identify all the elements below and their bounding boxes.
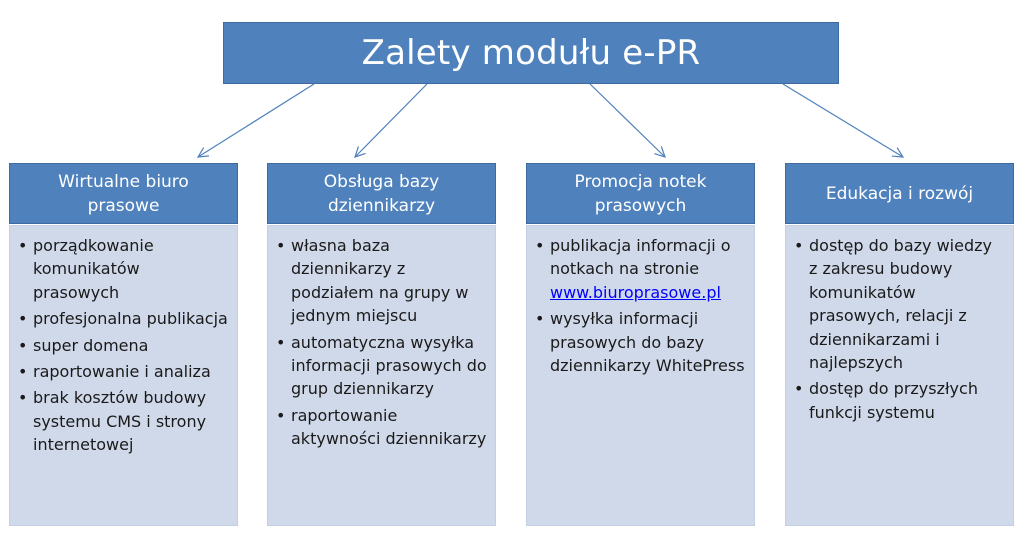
list-item: • własna baza dziennikarzy z podziałem na grupy w jednym miejscu <box>276 236 469 326</box>
bullet-icon: • <box>18 388 28 408</box>
arrow-to-obsluga-bazy <box>355 84 427 157</box>
list-item: • raportowanie i analiza <box>16 360 229 383</box>
bullet-list <box>792 234 1005 424</box>
bullet-list <box>16 234 229 457</box>
column-edukacja <box>785 163 1014 526</box>
list-item: • dostęp do bazy wiedzy z zakresu budowy komunikatów prasowych, relacji z dziennikarzami i najlepszych <box>794 236 992 373</box>
list-item: • publikacja informacji o notkach na stronie www.biuroprasowe.pl <box>535 236 731 302</box>
bullet-icon: • <box>18 362 28 382</box>
list-item: • brak kosztów budowy systemu CMS i strony internetowej <box>18 388 207 455</box>
biuroprasowe-link[interactable]: www.biuroprasowe.pl <box>550 282 721 302</box>
column-obsluga-bazy <box>267 163 496 526</box>
bullet-list <box>533 234 746 377</box>
diagram-title: Zalety modułu e-PR <box>223 22 839 84</box>
bullet-icon: • <box>535 309 545 329</box>
column-body <box>267 225 496 526</box>
bullet-icon: • <box>276 236 286 255</box>
bullet-icon: • <box>276 405 286 425</box>
arrow-to-edukacja <box>783 84 903 157</box>
column-header: Promocja notek prasowych <box>526 163 755 224</box>
list-item: • dostęp do przyszłych funkcji systemu <box>794 379 978 422</box>
list-item: • super domena <box>16 334 229 357</box>
column-body <box>526 225 755 526</box>
column-wirtualne-biuro <box>9 163 238 526</box>
column-header: Obsługa bazy dziennikarzy <box>267 163 496 224</box>
column-body <box>785 225 1014 526</box>
bullet-icon: • <box>276 332 286 352</box>
arrow-to-wirtualne-biuro <box>198 84 314 157</box>
bullet-icon: • <box>794 379 804 399</box>
bullet-icon: • <box>18 309 28 329</box>
list-item: • porządkowanie komunikatów prasowych <box>18 236 154 302</box>
bullet-list <box>274 234 487 451</box>
list-item: • raportowanie aktywności dziennikarzy <box>276 405 487 449</box>
list-item: • automatyczna wysyłka informacji prasowych do grup dziennikarzy <box>276 332 487 399</box>
bullet-icon: • <box>18 335 28 355</box>
list-item: • wysyłka informacji prasowych do bazy dziennikarzy WhitePress <box>535 309 745 376</box>
list-item: • profesjonalna publikacja <box>16 307 229 330</box>
column-promocja-notek <box>526 163 755 526</box>
column-header: Wirtualne biuro prasowe <box>9 163 238 224</box>
arrow-to-promocja-notek <box>590 84 665 157</box>
column-body <box>9 225 238 526</box>
bullet-icon: • <box>794 236 804 255</box>
column-header: Edukacja i rozwój <box>785 163 1014 224</box>
bullet-icon: • <box>18 236 28 255</box>
bullet-icon: • <box>535 236 545 255</box>
